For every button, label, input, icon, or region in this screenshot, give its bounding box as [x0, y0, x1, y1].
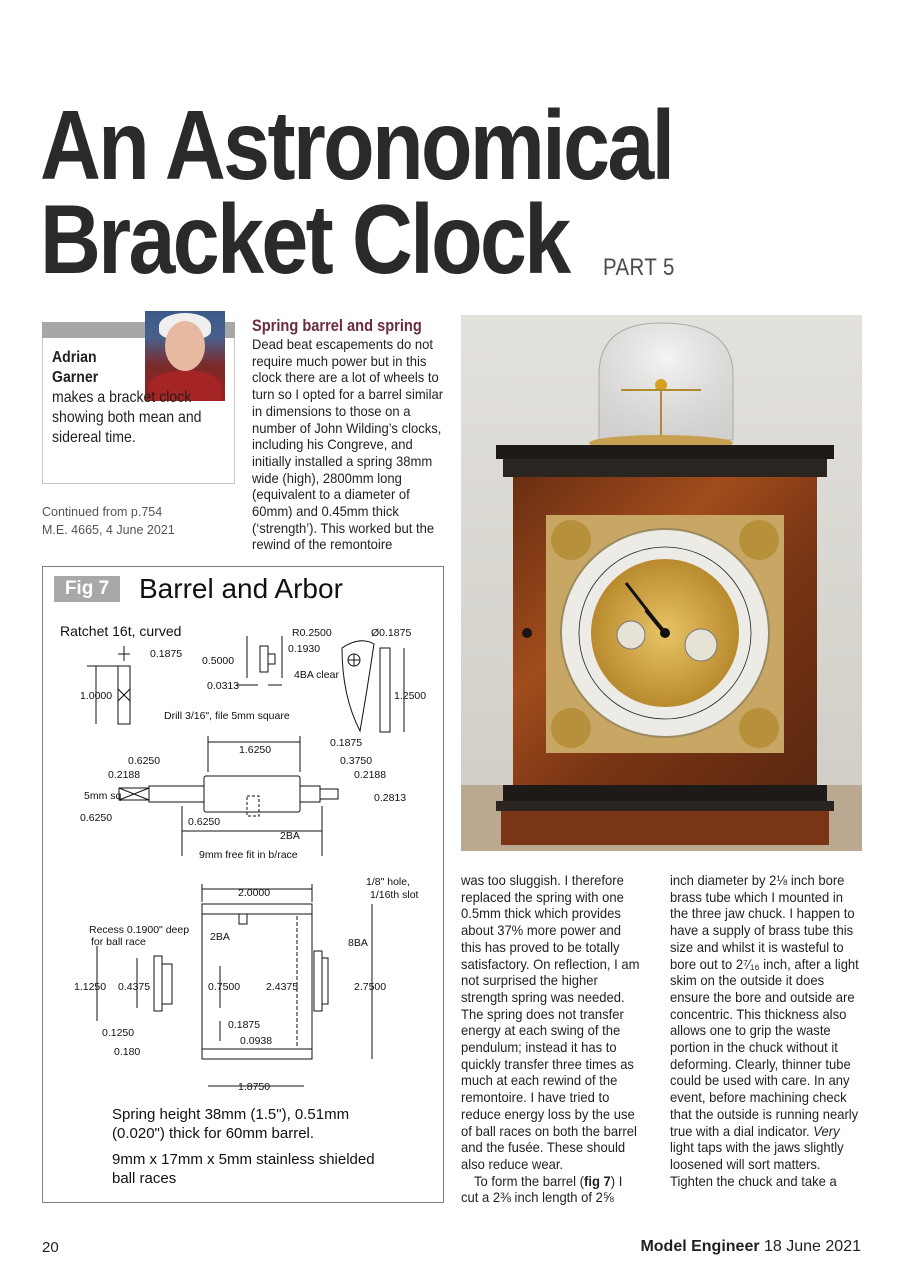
click-pawl	[342, 641, 374, 731]
svg-text:0.4375: 0.4375	[118, 981, 151, 993]
svg-text:0.180: 0.180	[114, 1046, 141, 1058]
svg-text:0.5000: 0.5000	[202, 655, 235, 667]
svg-text:1/16th slot: 1/16th slot	[370, 889, 419, 901]
body-column-2	[461, 872, 642, 1206]
section-heading-wrap	[252, 316, 452, 336]
figure-subtitle: Ratchet 16t, curved	[60, 623, 182, 639]
svg-text:0.2188: 0.2188	[354, 769, 387, 781]
author-intro	[52, 348, 210, 448]
body-col1-text: Dead beat escapements do not require much power but in this clock there are a lot of wheels to turn so I opted for a barrel similar in dimensions to those on a number of John Wilding’s clocks, including his Congreve, and initially installed a spring 38mm wide (high), 2800mm long (equivalent to a diameter of 60mm) and 0.45mm thick (‘strength’). This worked but the rewind of the remontoire	[252, 336, 444, 553]
continued-from: Continued from p.754	[42, 505, 163, 519]
svg-text:for ball race: for ball race	[91, 936, 146, 948]
figure-note-spring: Spring height 38mm (1.5"), 0.51mm (0.020") thick for 60mm barrel.	[112, 1106, 350, 1142]
author-first-name: Adrian	[52, 349, 97, 366]
svg-text:9mm free fit in b/race: 9mm free fit in b/race	[199, 849, 298, 861]
svg-text:0.6250: 0.6250	[128, 755, 161, 767]
body-col2-text: was too sluggish. I therefore replaced the spring with one 0.5mm thick which provides about 37% more power and this has proved to be totally satisfactory. On reflection, I am not surprised the higher strength spring was needed. The spring does not transfer energy at each swing of the pendulum; instead it has to quickly transfer three times as much at each rewind of the remontoire. I have tried to reduce energy loss by the use of ball races on both the barrel and the fusée. These should also reduce wear.	[461, 872, 640, 1172]
headline-line-2: Bracket Clock	[40, 184, 569, 294]
svg-text:0.0938: 0.0938	[240, 1035, 273, 1047]
svg-text:2BA: 2BA	[280, 830, 300, 842]
figure-tag: Fig 7	[54, 576, 120, 602]
svg-text:0.7500: 0.7500	[208, 981, 241, 993]
svg-text:2.0000: 2.0000	[238, 887, 271, 899]
footer-publication	[640, 1238, 861, 1256]
svg-text:1.6250: 1.6250	[239, 744, 272, 756]
svg-text:8BA: 8BA	[348, 937, 368, 949]
svg-text:1.1250: 1.1250	[74, 981, 107, 993]
svg-text:0.1875: 0.1875	[228, 1019, 261, 1031]
section-heading: Spring barrel and spring	[252, 316, 422, 335]
svg-text:2.7500: 2.7500	[354, 981, 387, 993]
body-col2-paragraph-2: To form the barrel (fig 7) I cut a 2⅜ inch length of 2⅝	[461, 1172, 623, 1206]
clock-photo	[461, 315, 862, 851]
svg-text:Ø0.1875: Ø0.1875	[371, 627, 412, 639]
svg-text:0.6250: 0.6250	[188, 816, 221, 828]
svg-text:0.1875: 0.1875	[330, 737, 363, 749]
svg-text:0.0313: 0.0313	[207, 680, 240, 692]
body-column-3	[670, 872, 862, 1189]
continued-issue: M.E. 4665, 4 June 2021	[42, 523, 175, 537]
svg-text:0.2188: 0.2188	[108, 769, 141, 781]
body-column-1	[252, 336, 444, 553]
svg-text:5mm sq.: 5mm sq.	[84, 790, 125, 802]
continued-note	[42, 503, 175, 539]
author-last-name: Garner	[52, 369, 99, 386]
author-blurb: makes a bracket clock showing both mean and sidereal time.	[52, 389, 202, 446]
svg-text:R0.2500: R0.2500	[292, 627, 332, 639]
svg-text:2.4375: 2.4375	[266, 981, 299, 993]
svg-text:1.2500: 1.2500	[394, 690, 427, 702]
svg-text:0.2813: 0.2813	[374, 792, 407, 804]
svg-text:4BA clear: 4BA clear	[294, 669, 339, 681]
svg-text:0.3750: 0.3750	[340, 755, 373, 767]
svg-text:1.0000: 1.0000	[80, 690, 113, 702]
arbor-barrel-seat	[204, 776, 300, 812]
figure-title: Barrel and Arbor	[139, 573, 343, 604]
headline-line-1: An Astronomical	[40, 90, 673, 200]
svg-text:2BA: 2BA	[210, 931, 230, 943]
magazine-name: Model Engineer	[640, 1238, 760, 1255]
svg-text:0.6250: 0.6250	[80, 812, 113, 824]
svg-text:1/8" hole,: 1/8" hole,	[366, 876, 411, 888]
svg-text:0.1875: 0.1875	[150, 648, 183, 660]
figure-note-ball-races: 9mm x 17mm x 5mm stainless shielded ball races	[112, 1151, 375, 1187]
page-number: 20	[42, 1239, 59, 1256]
svg-text:0.1250: 0.1250	[102, 1027, 135, 1039]
issue-date: 18 June 2021	[764, 1238, 861, 1255]
svg-text:1.8750: 1.8750	[238, 1081, 271, 1093]
svg-text:Drill 3/16", file 5mm square: Drill 3/16", file 5mm square	[164, 710, 290, 722]
part-label: PART 5	[603, 254, 675, 281]
svg-text:0.1930: 0.1930	[288, 643, 321, 655]
body-col3-text: inch diameter by 2⅛ inch bore brass tube which I mounted in the three jaw chuck. I happen to have a supply of brass tube this size and whilst it is wasteful to bore out to 2⁷⁄₁₆ inch, after a light skim on the outside it does ensure the bore and outside are concentric. This thickness also allows one to grip the waste portion in the chuck without it deforming. Clearly, thinner tube could be used with care. In any event, before machining check that the outside is running nearly true with a dial indicator. Very light taps with the jaws slightly loosened will sort matters. Tighten the chuck and take a	[670, 872, 859, 1189]
svg-text:Recess 0.1900" deep: Recess 0.1900" deep	[89, 924, 190, 936]
